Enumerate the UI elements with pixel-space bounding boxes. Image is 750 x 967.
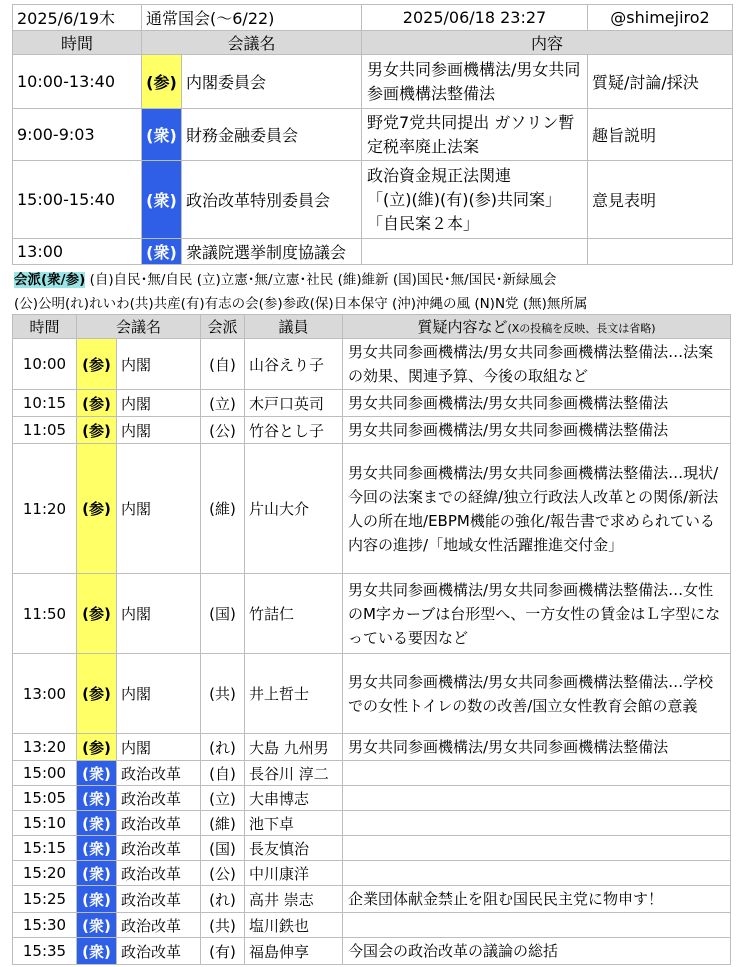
bill-line: 「(立)(維)(有)(参)共同案」 [367,189,561,209]
questions-column-header [13,315,731,339]
row-member: 竹谷とし子 [245,417,343,444]
legend-key: 会派(衆/参) [14,272,86,288]
table-row [13,786,731,811]
row-content: 男女共同参画機構法/男女共同参画機構法整備法…学校での女性トイレの数の改善/国立女性教育会館の意義 [343,654,731,734]
row-time: 15:15 [13,836,77,861]
house-badge: (衆) [77,786,117,811]
row-faction: (自) [201,761,245,786]
meeting-bill: 男女共同参画機構法/男女共同参画機構法整備法 [362,55,588,109]
table-row [13,811,731,836]
row-meeting: 政治改革 [117,913,201,938]
row-time: 15:35 [13,938,77,965]
row-time: 13:20 [13,734,77,761]
row-meeting: 内閣 [117,654,201,734]
row-meeting: 内閣 [117,339,201,390]
row-faction: (立) [201,786,245,811]
row-member: 井上哲士 [245,654,343,734]
row-member: 中川康洋 [245,861,343,886]
row-time: 10:00 [13,339,77,390]
questions-table [12,314,731,965]
row-faction: (共) [201,654,245,734]
table-row [13,390,731,417]
meeting-time: 9:00-9:03 [13,109,142,161]
row-faction: (有) [201,938,245,965]
row-faction: (れ) [201,886,245,913]
row-content: 男女共同参画機構法/男女共同参画機構法整備法 [343,734,731,761]
table-row [13,761,731,786]
col-content [343,315,731,339]
row-meeting: 政治改革 [117,786,201,811]
row-faction: (公) [201,417,245,444]
row-time: 11:20 [13,444,77,574]
row-member: 竹詰仁 [245,574,343,654]
row-meeting: 政治改革 [117,938,201,965]
meeting-bill: 野党7党共同提出 ガソリン暫定税率廃止法案 [362,109,588,161]
col-meeting: 会議名 [77,315,201,339]
row-time: 15:00 [13,761,77,786]
house-badge: (参) [77,339,117,390]
table-row [13,836,731,861]
col-meeting: 会議名 [142,31,362,55]
table-row [13,109,733,161]
table-row [13,339,731,390]
row-time: 15:10 [13,811,77,836]
row-faction: (共) [201,913,245,938]
meeting-action: 意見表明 [588,161,733,239]
row-member: 片山大介 [245,444,343,574]
row-content: 男女共同参画機構法/男女共同参画機構法整備法…法案の効果、関連予算、今後の取組など [343,339,731,390]
meeting-time: 15:00-15:40 [13,161,142,239]
table-row [13,861,731,886]
house-badge: (衆) [77,861,117,886]
row-faction: (立) [201,390,245,417]
legend-line-1: (自)自民･無/自民 (立)立憲･無/立憲･社民 (維)維新 (国)国民･無/国民･新緑風会 [89,272,557,288]
row-time: 11:05 [13,417,77,444]
house-badge: (衆) [77,811,117,836]
row-time: 15:30 [13,913,77,938]
row-time: 15:05 [13,786,77,811]
meetings-table [12,4,733,265]
row-content: 男女共同参画機構法/男女共同参画機構法整備法…現状/今回の法案までの経緯/独立行政法人改革との関係/新法人の所在地/EBPM機能の強化/報告書で求められている内容の進捗/「地域女性活躍推進交付金」 [343,444,731,574]
meeting-bill [362,161,588,239]
row-meeting: 政治改革 [117,886,201,913]
row-faction: (国) [201,836,245,861]
row-time: 15:20 [13,861,77,886]
col-content-label: 質疑内容など [417,318,508,336]
table-row [13,654,731,734]
faction-legend-2 [14,292,587,312]
row-meeting: 内閣 [117,574,201,654]
row-faction: (維) [201,444,245,574]
col-faction: 会派 [201,315,245,339]
updated-timestamp: 2025/06/18 23:27 [362,5,588,31]
row-member: 木戸口英司 [245,390,343,417]
row-content [343,913,731,938]
meeting-name: 財務金融委員会 [182,109,362,161]
house-badge: (参) [77,654,117,734]
house-badge: (衆) [77,886,117,913]
header-row [13,5,733,31]
row-member: 福島伸享 [245,938,343,965]
row-member: 大島 九州男 [245,734,343,761]
row-content [343,861,731,886]
house-badge: (衆) [142,161,182,239]
row-meeting: 内閣 [117,444,201,574]
meeting-action [588,239,733,265]
row-meeting: 政治改革 [117,861,201,886]
faction-legend [14,268,556,288]
row-faction: (維) [201,811,245,836]
house-badge: (衆) [77,761,117,786]
meetings-column-header [13,31,733,55]
date: 2025/6/19木 [13,5,142,31]
house-badge: (参) [77,574,117,654]
legend-line-2: (公)公明(れ)れいわ(共)共産(有)有志の会(参)参政(保)日本保守 (沖)沖縄の風 (N)N党 (無)無所属 [14,296,588,312]
table-row [13,417,731,444]
meeting-name: 政治改革特別委員会 [182,161,362,239]
row-time: 10:15 [13,390,77,417]
row-meeting: 内閣 [117,390,201,417]
col-time: 時間 [13,31,142,55]
table-row [13,239,733,265]
row-faction: (れ) [201,734,245,761]
row-member: 高井 崇志 [245,886,343,913]
row-meeting: 政治改革 [117,761,201,786]
meeting-bill [362,239,588,265]
col-member: 議員 [245,315,343,339]
meeting-name: 衆議院選挙制度協議会 [182,239,362,265]
session-label: 通常国会(〜6/22) [142,5,362,31]
row-faction: (国) [201,574,245,654]
col-time: 時間 [13,315,77,339]
row-faction: (自) [201,339,245,390]
account-handle: @shimejiro2 [588,5,733,31]
table-row [13,938,731,965]
meeting-name: 内閣委員会 [182,55,362,109]
house-badge: (参) [77,390,117,417]
row-time: 13:00 [13,654,77,734]
row-content [343,761,731,786]
house-badge: (衆) [142,109,182,161]
row-meeting: 政治改革 [117,811,201,836]
table-row [13,574,731,654]
table-row [13,161,733,239]
row-content: 男女共同参画機構法/男女共同参画機構法整備法 [343,417,731,444]
row-content [343,811,731,836]
meeting-time: 13:00 [13,239,142,265]
row-content: 企業団体献金禁止を阻む国民民主党に物申す！ [343,886,731,913]
row-content: 男女共同参画機構法/男女共同参画機構法整備法…女性のM字カーブは台形型へ、一方女性の賃金はＬ字型になっている要因など [343,574,731,654]
meeting-time: 10:00-13:40 [13,55,142,109]
row-time: 15:25 [13,886,77,913]
row-member: 池下卓 [245,811,343,836]
row-content [343,786,731,811]
table-row [13,444,731,574]
row-meeting: 政治改革 [117,836,201,861]
bill-line: 「自民案２本」 [367,213,480,233]
col-content-note: (Xの投稿を反映、長文は省略) [507,322,656,335]
row-content: 今国会の政治改革の議論の総括 [343,938,731,965]
row-meeting: 内閣 [117,734,201,761]
house-badge: (参) [77,734,117,761]
table-row [13,734,731,761]
row-content [343,836,731,861]
house-badge: (衆) [77,913,117,938]
table-row [13,886,731,913]
bill-line: 政治資金規正法関連 [367,165,512,185]
table-row [13,55,733,109]
house-badge: (衆) [77,836,117,861]
row-member: 塩川鉄也 [245,913,343,938]
row-faction: (公) [201,861,245,886]
row-member: 長谷川 淳二 [245,761,343,786]
row-member: 長友慎治 [245,836,343,861]
row-content: 男女共同参画機構法/男女共同参画機構法整備法 [343,390,731,417]
questions-section [12,314,731,965]
table-row [13,913,731,938]
house-badge: (衆) [142,239,182,265]
col-content: 内容 [362,31,733,55]
house-badge: (参) [142,55,182,109]
row-meeting: 内閣 [117,417,201,444]
row-time: 11:50 [13,574,77,654]
row-member: 山谷えり子 [245,339,343,390]
house-badge: (参) [77,444,117,574]
meeting-action: 趣旨説明 [588,109,733,161]
house-badge: (衆) [77,938,117,965]
meetings-section [12,4,733,265]
meeting-action: 質疑/討論/採決 [588,55,733,109]
house-badge: (参) [77,417,117,444]
row-member: 大串博志 [245,786,343,811]
